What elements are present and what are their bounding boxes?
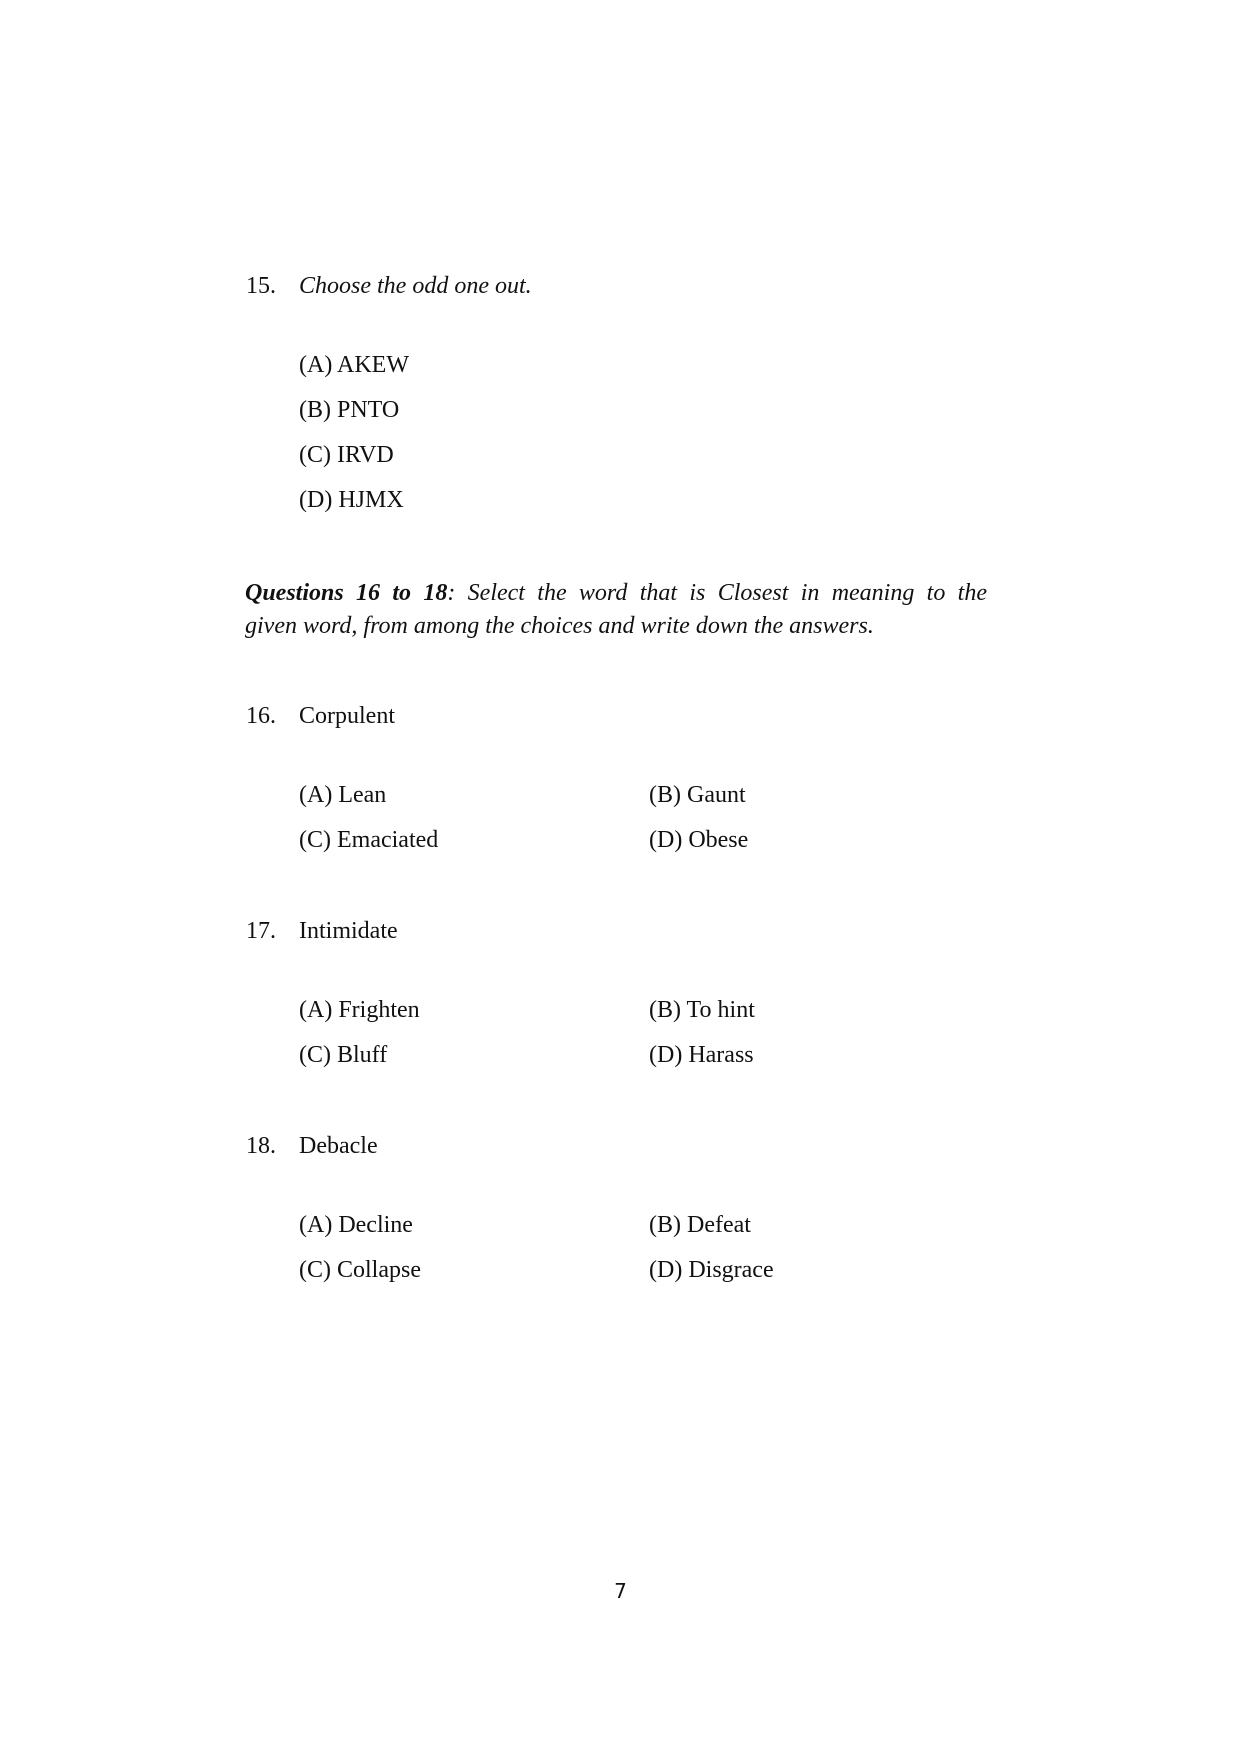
option-a: (A) Lean: [299, 782, 387, 808]
instructions-line-1-text: : Select the word that is Closest in meaning to the: [447, 580, 987, 606]
option-a: (A) Decline: [299, 1212, 413, 1238]
option-b: (B) Gaunt: [649, 782, 746, 808]
option-b: (B) To hint: [649, 997, 755, 1023]
instructions-line-1: [245, 577, 987, 610]
option-d: (D) Harass: [649, 1042, 754, 1068]
section-instructions: [245, 577, 987, 643]
question-prompt: Choose the odd one out.: [299, 273, 532, 299]
option-c: (C) Collapse: [299, 1257, 421, 1283]
option-b: (B) PNTO: [299, 397, 400, 423]
option-d: (D) Obese: [649, 827, 749, 853]
option-a: (A) AKEW: [299, 352, 409, 378]
option-d: (D) Disgrace: [649, 1257, 774, 1283]
option-c: (C) Emaciated: [299, 827, 439, 853]
question-number: 18.: [246, 1133, 276, 1159]
instructions-label: Questions 16 to 18: [245, 580, 448, 606]
option-b: (B) Defeat: [649, 1212, 751, 1238]
option-c: (C) Bluff: [299, 1042, 388, 1068]
question-number: 16.: [246, 703, 276, 729]
option-c: (C) IRVD: [299, 442, 394, 468]
question-word: Intimidate: [299, 918, 398, 944]
question-number: 15.: [246, 273, 276, 299]
option-a: (A) Frighten: [299, 997, 420, 1023]
page-number: 7: [614, 1579, 627, 1603]
question-word: Corpulent: [299, 703, 395, 729]
option-d: (D) HJMX: [299, 487, 404, 513]
question-number: 17.: [246, 918, 276, 944]
question-word: Debacle: [299, 1133, 378, 1159]
instructions-line-2: given word, from among the choices and write down the answers.: [245, 613, 874, 639]
